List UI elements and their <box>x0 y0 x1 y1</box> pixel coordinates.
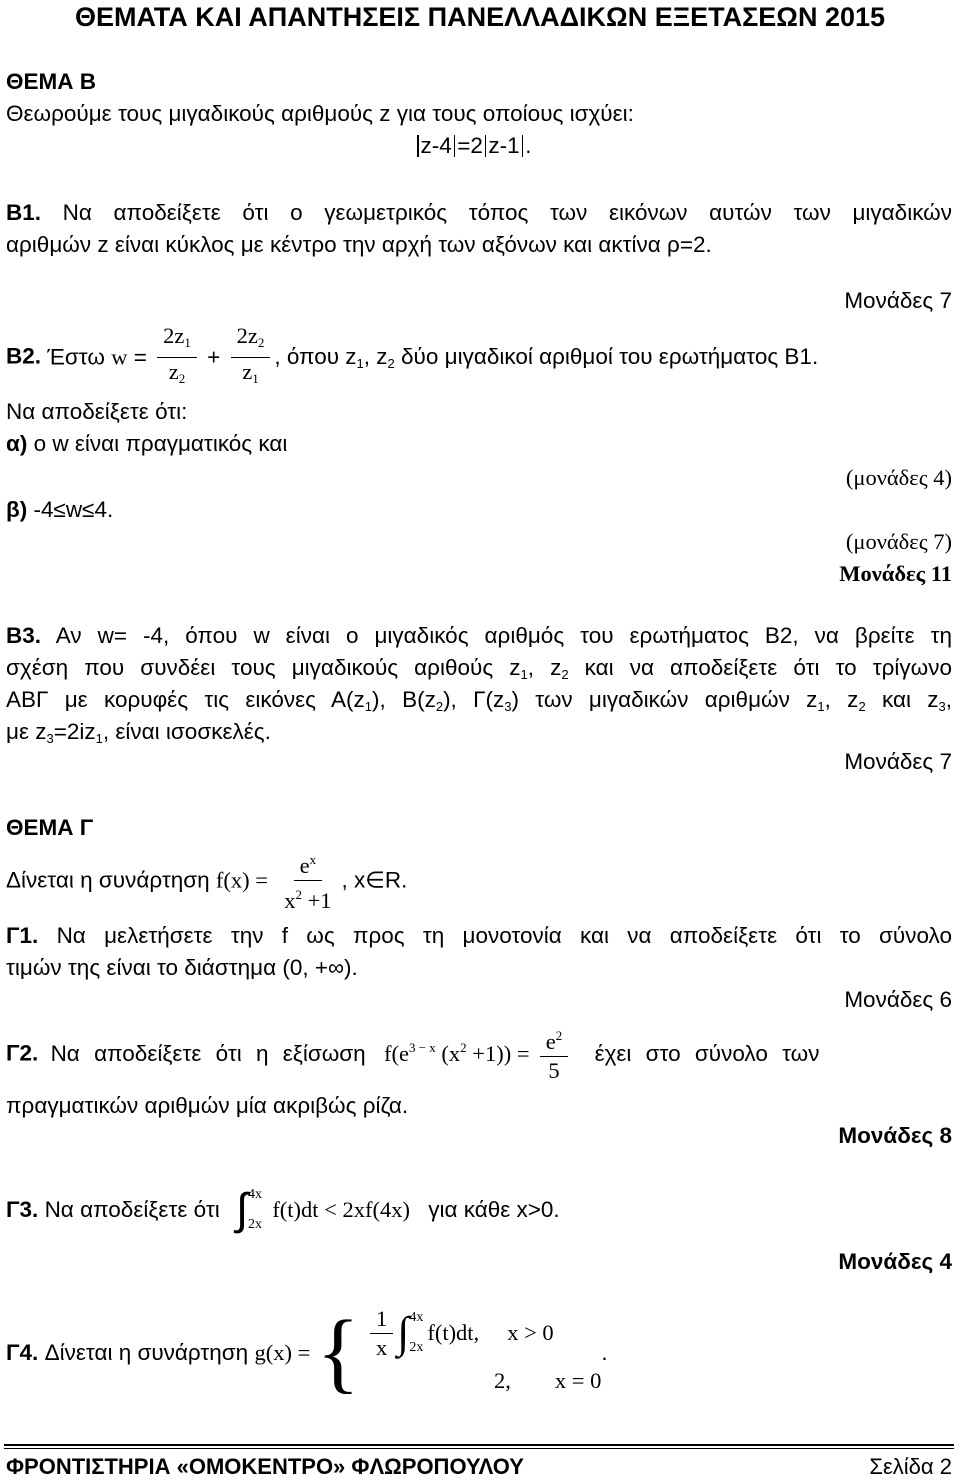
c-given: Δίνεται η συνάρτηση <box>6 867 210 893</box>
footer-publisher: ΦΡΟΝΤΙΣΤΗΡΙΑ «ΟΜΟΚΕΝΤΡΟ» ΦΛΩΡΟΠΟΥΛΟΥ <box>6 1454 524 1479</box>
c2-eq-sup2: 2 <box>460 1040 467 1055</box>
condition-part-2: =2 <box>457 133 483 158</box>
b3-l4b: =2iz <box>53 719 96 744</box>
b2-b-label: β) <box>6 497 28 522</box>
b3-l3g: , <box>945 687 952 712</box>
c3-integrand: f(t)dt < 2xf(4x) <box>272 1197 410 1222</box>
c2-eq-b: (x <box>435 1041 461 1066</box>
c2-fraction <box>540 1022 569 1085</box>
c2-frac-den: 5 <box>548 1058 560 1083</box>
c-f-den-rest: +1 <box>301 888 332 913</box>
b2-fraction-1 <box>157 322 197 393</box>
b2-let: Έστω <box>47 344 105 370</box>
c4-case2-expr: 2, <box>494 1368 511 1393</box>
c1-text-1: Να μελετήσετε την f ως προς τη μονοτονία και να αποδείξετε ότι το σύνολο <box>56 923 952 948</box>
sub-1: 1 <box>817 699 825 714</box>
c-f-domain: , x∈R. <box>341 867 408 893</box>
b3-l3b: ), Β(z <box>372 687 436 712</box>
b2-a-units: (μονάδες 4) <box>845 465 952 490</box>
b3-l2a: σχέση που συνδέει τους μιγαδικούς αριθούς z <box>6 655 521 680</box>
c4-case-2 <box>366 1361 601 1401</box>
c-f-den <box>278 881 337 915</box>
c2-equation <box>384 1041 530 1066</box>
c3-limits <box>248 1180 262 1240</box>
c2-eq-sup: 3 − x <box>408 1040 436 1055</box>
b2-b-line <box>6 494 952 526</box>
c3-units: Μονάδες 4 <box>838 1249 952 1274</box>
c4-case-1 <box>366 1305 601 1361</box>
sub-2: 2 <box>561 667 569 682</box>
b3-l3f: και z <box>865 687 939 712</box>
c1-units: Μονάδες 6 <box>844 987 952 1012</box>
b1-text-1: Να αποδείξετε ότι ο γεωμετρικός τόπος των εικόνων αυτών των μιγαδικών <box>62 200 952 225</box>
sub-1: 1 <box>364 699 373 714</box>
b2-frac2-num <box>231 322 271 358</box>
abs-bar-icon <box>522 135 524 157</box>
c-f-e: e <box>299 853 310 878</box>
c-f-x-sup: 2 <box>295 887 302 902</box>
b2-rest-a: , όπου z <box>274 344 357 369</box>
c3-text-2: για κάθε x>0. <box>428 1197 560 1222</box>
b2-den2: z <box>242 359 253 384</box>
c2-label: Γ2. <box>6 1040 39 1066</box>
b2-a-label: α) <box>6 431 28 456</box>
c4-case1-expr: f(t)dt, <box>427 1320 480 1345</box>
theme-b-heading: ΘΕΜΑ Β <box>6 69 96 94</box>
b3-text-1: Αν w= -4, όπου w είναι ο μιγαδικός αριθμός του ερωτήματος Β2, να βρείτε τη <box>55 623 952 648</box>
c2-frac-num <box>540 1022 569 1057</box>
theme-b-intro: Θεωρούμε τους μιγαδικούς αριθμούς z για τους οποίους ισχύει: <box>6 101 634 126</box>
abs-bar-icon <box>454 135 456 157</box>
c2-units: Μονάδες 8 <box>838 1123 952 1148</box>
b3-l2b: , z <box>527 655 562 680</box>
c2-e-sup: 2 <box>555 1028 563 1043</box>
b2-num1-sub: 1 <box>184 335 191 350</box>
b3-line-1 <box>6 620 952 652</box>
b2-den2-sub: 1 <box>252 371 259 386</box>
c1-line-1 <box>6 920 952 952</box>
b3-l2c: και να αποδείξετε ότι το τρίγωνο <box>568 655 953 680</box>
b2-rest <box>274 344 818 369</box>
integral-icon: ∫ <box>235 1185 249 1234</box>
sub-2: 2 <box>435 699 444 714</box>
theme-b-condition <box>415 130 952 162</box>
b3-l4a: με z <box>6 719 47 744</box>
b2-line <box>6 322 818 393</box>
b2-frac1-den <box>163 358 192 393</box>
c4-line <box>6 1305 608 1401</box>
page-header-title: ΘΕΜΑΤΑ ΚΑΙ ΑΠΑΝΤΗΣΕΙΣ ΠΑΝΕΛΛΑΔΙΚΩΝ ΕΞΕΤΑΣΕΩΝ 2015 <box>74 2 886 32</box>
b2-frac1-num <box>157 322 197 358</box>
c3-text-1: Να αποδείξετε ότι <box>44 1197 220 1222</box>
c2-eq-a: f(e <box>383 1041 409 1066</box>
b1-line-2: αριθμών z είναι κύκλος με κέντρο την αρχή των αξόνων και ακτίνα ρ=2. <box>6 232 712 257</box>
footer-rule-thin <box>4 1448 954 1449</box>
c-f-lhs: f(x) = <box>215 867 268 893</box>
footer-rule <box>4 1444 954 1446</box>
c-f-num <box>294 846 323 881</box>
b2-rest-c: δύο μιγαδικοί αριθμοί του ερωτήματος Β1. <box>394 344 819 369</box>
sub-1: 1 <box>95 731 103 746</box>
b2-eq: = <box>133 344 147 370</box>
b2-b-units: (μονάδες 7) <box>845 529 952 554</box>
footer-page-number: Σελίδα 2 <box>869 1454 952 1479</box>
c2-line-2: πραγματικών αριθμών μία ακριβώς ρίζα. <box>6 1093 409 1118</box>
c4-case2-cond: x = 0 <box>554 1368 602 1393</box>
b2-b-text: -4≤w≤4. <box>27 497 114 522</box>
c4-cases <box>366 1305 601 1401</box>
b3-label: Β3. <box>6 623 42 648</box>
b2-num2: 2z <box>236 323 258 348</box>
c1-line-2: τιμών της είναι το διάστημα (0, +∞). <box>6 955 358 980</box>
c2-text-1: Να αποδείξετε ότι η εξίσωση <box>50 1040 366 1066</box>
c-f-fraction <box>278 846 337 915</box>
b2-num2-sub: 2 <box>257 335 265 350</box>
b3-l4c: , είναι ισοσκελές. <box>102 719 271 744</box>
c4-upper: 4x <box>409 1310 424 1325</box>
c3-label: Γ3. <box>6 1197 39 1222</box>
c2-text-2: έχει στο σύνολο των <box>594 1040 820 1066</box>
c4-lhs: g(x) = <box>254 1340 311 1365</box>
c-function-def <box>6 846 407 915</box>
condition-part-1: z-4 <box>420 133 452 158</box>
c4-label: Γ4. <box>6 1340 39 1365</box>
b2-frac2-den <box>236 358 265 393</box>
b3-l3c: ), Γ(z <box>443 687 505 712</box>
c4-lower: 2x <box>409 1340 424 1355</box>
b2-rest-s1: 1 <box>356 356 364 371</box>
b1-label: Β1. <box>6 200 42 225</box>
c3-lower: 2x <box>248 1217 263 1232</box>
c3-line <box>6 1180 560 1240</box>
c4-fraction <box>370 1305 393 1362</box>
b2-den1-sub: 2 <box>178 371 186 386</box>
abs-bar-icon <box>485 135 487 157</box>
c1-label: Γ1. <box>6 923 39 948</box>
sub-3: 3 <box>46 731 54 746</box>
b2-plus: + <box>207 344 221 370</box>
c4-end: . <box>601 1340 608 1365</box>
b1-units: Μονάδες 7 <box>844 288 952 313</box>
c4-frac-den: x <box>376 1334 388 1360</box>
sub-3: 3 <box>938 699 946 714</box>
c2-eq-c: +1)) = <box>466 1041 530 1066</box>
b2-a-text: ο w είναι πραγματικός και <box>27 431 288 456</box>
b2-prove: Να αποδείξετε ότι: <box>6 399 188 424</box>
b2-a-line <box>6 428 952 460</box>
condition-dot: . <box>525 133 532 158</box>
b3-l3a: ΑΒΓ με κορυφές τις εικόνες Α(z <box>6 687 365 712</box>
condition-part-3: z-1 <box>488 133 520 158</box>
brace-icon: { <box>316 1303 360 1402</box>
integral-icon: ∫ <box>397 1308 410 1357</box>
c2-line-1 <box>6 1022 952 1085</box>
b2-label: Β2. <box>6 343 42 369</box>
b2-units: Μονάδες 11 <box>839 561 952 586</box>
c4-frac-num: 1 <box>370 1305 393 1334</box>
b2-w: w <box>111 344 128 370</box>
b3-l3d: ) των μιγαδικών αριθμών z <box>511 687 818 712</box>
b2-num1: 2z <box>163 323 185 348</box>
c-f-x: x <box>284 888 296 913</box>
c4-limits <box>409 1303 423 1363</box>
c-f-e-sup: x <box>309 852 317 867</box>
b1-line-1 <box>6 197 952 229</box>
c4-case1-cond: x > 0 <box>507 1320 554 1345</box>
c3-upper: 4x <box>248 1187 263 1202</box>
b3-units: Μονάδες 7 <box>844 749 952 774</box>
sub-2: 2 <box>858 699 866 714</box>
b2-rest-s2: 2 <box>387 356 395 371</box>
b2-fraction-2 <box>231 322 271 393</box>
theme-c-heading: ΘΕΜΑ Γ <box>6 815 94 840</box>
abs-bar-icon <box>417 135 419 157</box>
c4-text-1: Δίνεται η συνάρτηση <box>44 1340 249 1365</box>
sub-1: 1 <box>520 667 528 682</box>
b2-rest-b: , z <box>363 344 388 369</box>
b2-den1: z <box>168 359 179 384</box>
c2-e: e <box>545 1029 556 1054</box>
sub-3: 3 <box>504 699 512 714</box>
b3-l3e: , z <box>824 687 859 712</box>
